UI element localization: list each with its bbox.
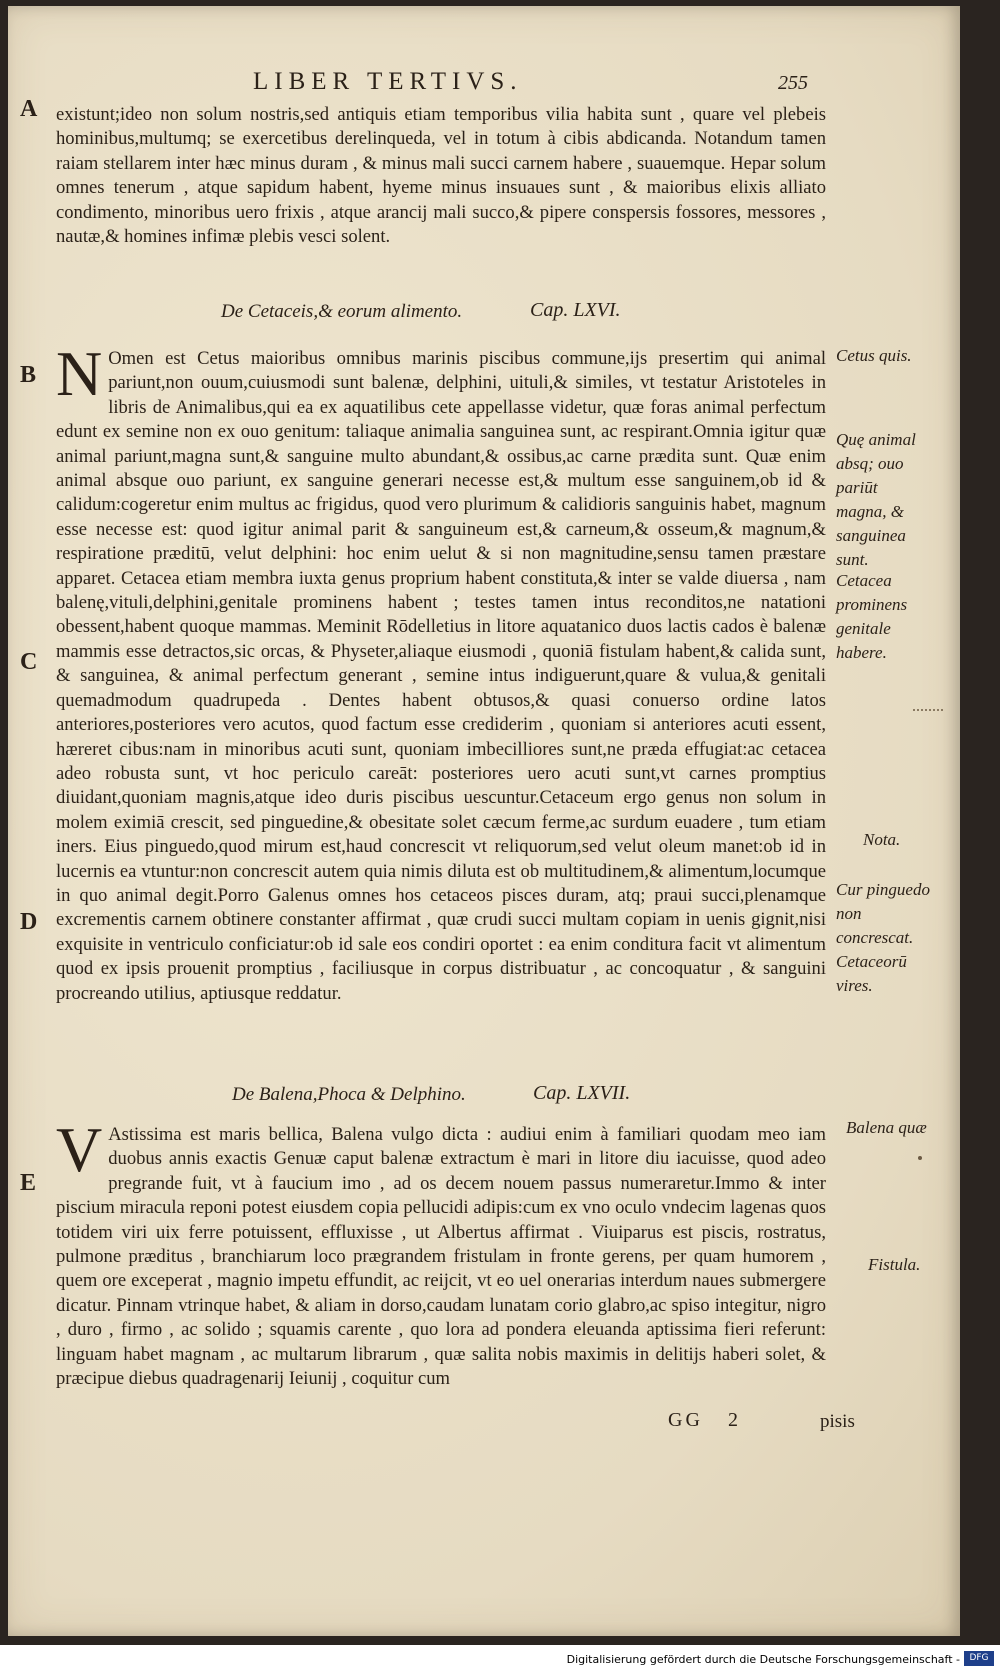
- side-note: Cur pinguedo non concrescat.: [836, 880, 930, 947]
- chapter-67-text: Astissima est maris bellica, Balena vulgo dicta : audiui enim à familiari quodam meo iam duobus annis exactis Genuæ caput balenæ extractum è mari in litore diu iacuisse, quod adeo pregrande fuit, vt à faucium imo , ad os decem nouem passus numeraretur.Immo & inter piscium miracula reponi potest eiusdem copia pellucidi adipis:cum ex vno oculo vndecim lagenas quos totidem viri uix ferre potuissent, effluxisse , ut Albertus affirmat . Viuiparus est piscis, rostratus, pulmone præditus , branchiarum loco prægrandem fristulam in fronte gerens, per quam humorem , quem ore exceperat , magnio impetu effundit, ac reijcit, vt eo uel onerarias interdum naues submergere dicatur. Pinnam vtrinque habet, & aliam in dorso,caudam lunatam corio glabro,ac spiso integitur, nigro , duro , firmo , ac solido ; squamis carente , quo lora ad pondera eleuanda aptissima fieri referunt: linguam habet magnam , ac multarum librarum , quæ salita nobis maximis in delitijs haberi solet, & præcipue diebus quadragenarij Ieiunij , coquitur cum: [56, 1124, 826, 1390]
- chapter-67-body: [56, 1114, 826, 1423]
- margin-letter-d: D: [20, 909, 38, 935]
- paragraph-continuation: [56, 103, 826, 278]
- drop-cap: V: [56, 1114, 103, 1185]
- chapter-66-title: De Cetaceis,& eorum alimento.: [221, 301, 463, 322]
- side-note: Quę animal absq; ouo pariūt magna, & sanguinea sunt.: [836, 430, 916, 569]
- margin-letter-a: A: [20, 96, 38, 122]
- side-note: Cetus quis.: [836, 346, 912, 365]
- side-note: Cetacea prominens genitale habere.: [836, 571, 908, 662]
- margin-letter-b: B: [20, 362, 37, 388]
- page-number: 255: [778, 72, 808, 94]
- side-note: Nota.: [863, 830, 901, 849]
- funding-credit: Digitalisierung gefördert durch die Deutsche Forschungsgemeinschaft -: [566, 1653, 960, 1666]
- chapter-66-text: Omen est Cetus maioribus omnibus marinis piscibus commune,ijs presertim qui animal pariunt,non ouum,cuiusmodi sunt balenæ, delphini, uituli,& similes, vt testatur Aristoteles in libris de Animalibus,qui ea ex aquatilibus cete appellasse videtur, quæ foras animal perfectum edunt ex semine non ex ouo genitum: taliaque animalia sanguinea sunt, ac respirant.Omnia igitur quæ animal pariunt,magna sunt,& sanguine multo abundant,& ossibus,ac carne prædita sunt. Quæ enim animal absque ouo pariunt, ex sanguine generari necesse est,& multum esse sanguinem,ob id & calidum:cogeretur enim multus ac frigidus, quod vero plurimum & calidioris sanguinis habet, magnum esse necesse est: quod igitur animal parit & sanguineum est,& carneum,& osseum,& magnum,& respiratione præditū, velut delphini: hoc enim uelut & si non magnitudine,sensu tamen præstare apparet. Cetacea etiam membra iuxta genus proprium habent constituta,& inter se valde diuersa , nam balenę,vituli,delphini,genitale prominens habent ; testes tamen intus reconditos,ne natationi obessent,habent quoque mammas. Meminit Rōdelletius in litore aquatanico duos lactis cados è balenæ mammis esse detractos,sic orcas, & Physeter,aliaque eiusmodi , quoniā fistulam habent,& calida sunt, & sanguinea, & animal perfectum generant , semine intus indiguerunt,quare & vulua,& genitali quemadmodum quadrupeda . Dentes habent obtusos,& quasi conuerso ordine latos anteriores,posteriores vero acutos, quod factum esse crediderim , quoniam si anteriores acuti essent, hæreret cibus:nam in minoribus acuti sunt, quoniam imbecilliores sunt,ne præda effugiat:ac cetacea adeo robusta sunt, vt hoc periculo careāt: posteriores uero acuti sunt,vt carnes promptius diuidant,quoniam magnis,atque ideo duris piscibus uescuntur.Cetaceum ergo genus non solum in molem eximiā crescit, sed pinguedine,& obesitate solet cæcum ferme,ac surdum euadere , tum etiam iners. Eius pinguedo,quod mirum est,haud concrescit vt reliquorum,sed velut oleum manet:ob id in lucernis ea vtuntur:non concrescit autem quia nimis diluta est ob multitudinem,& alimentum,locumque in quo animal degit.Porro Galenus omnes hos cetaceos pisces duram, atq; praui succi,plenamque excrementis carnem obtinere constanter affirmat , quæ crudi succi multam copiam in uenis gignit,nisi exquisite in ventriculo conficiatur:ob id sale eos condiri oportet : ea enim conditura facit vt alimentum quod ex ipsis prouenit promptius , faciliusque in corpus distribuatur , ac concoquatur , & sanguini procreando utilius, aptiusque reddatur.: [56, 348, 826, 1004]
- signature-mark: GG: [668, 1409, 703, 1431]
- margin-letter-c: C: [20, 649, 38, 675]
- running-head: LIBER TERTIVS.: [253, 68, 523, 95]
- catchword: pisis: [820, 1411, 855, 1432]
- chapter-67-number: Cap. LXVII.: [533, 1082, 631, 1104]
- chapter-66-number: Cap. LXVI.: [530, 299, 621, 321]
- side-note: Fistula.: [868, 1255, 921, 1274]
- signature-number: 2: [728, 1409, 738, 1431]
- side-note: Cetaceorū vires.: [836, 952, 907, 995]
- footer-bar: [0, 1645, 1000, 1675]
- chapter-67-title: De Balena,Phoca & Delphino.: [232, 1084, 466, 1105]
- book-page: [8, 6, 960, 1636]
- drop-cap: N: [56, 338, 103, 409]
- dfg-logo-icon: DFG: [964, 1651, 994, 1666]
- page-mark: [918, 1156, 922, 1160]
- page-mark: [913, 709, 943, 715]
- paragraph-text: existunt;ideo non solum nostris,sed antiquis etiam temporibus vilia habita sunt , quare vel plebeis hominibus,multumq; se exercetibus derelinqueda, vel in totum à cibis abdicanda. Notandum tamen raiam stellarem inter hæc minus duram , & minus mali succi carnem habere , suauemque. Hepar solum omnes tenerum , atque sapidum habent, hyeme minus insuaues sunt , & maioribus elixis alliato condimento, minoribus uero frixis , atque arancij mali succo,& pipere conspersis fossores, messores , nautæ,& homines infimæ plebis vesci solent.: [56, 104, 826, 248]
- chapter-66-body: [56, 338, 826, 1057]
- side-note: Balena quæ: [846, 1118, 927, 1137]
- margin-letter-e: E: [20, 1170, 37, 1196]
